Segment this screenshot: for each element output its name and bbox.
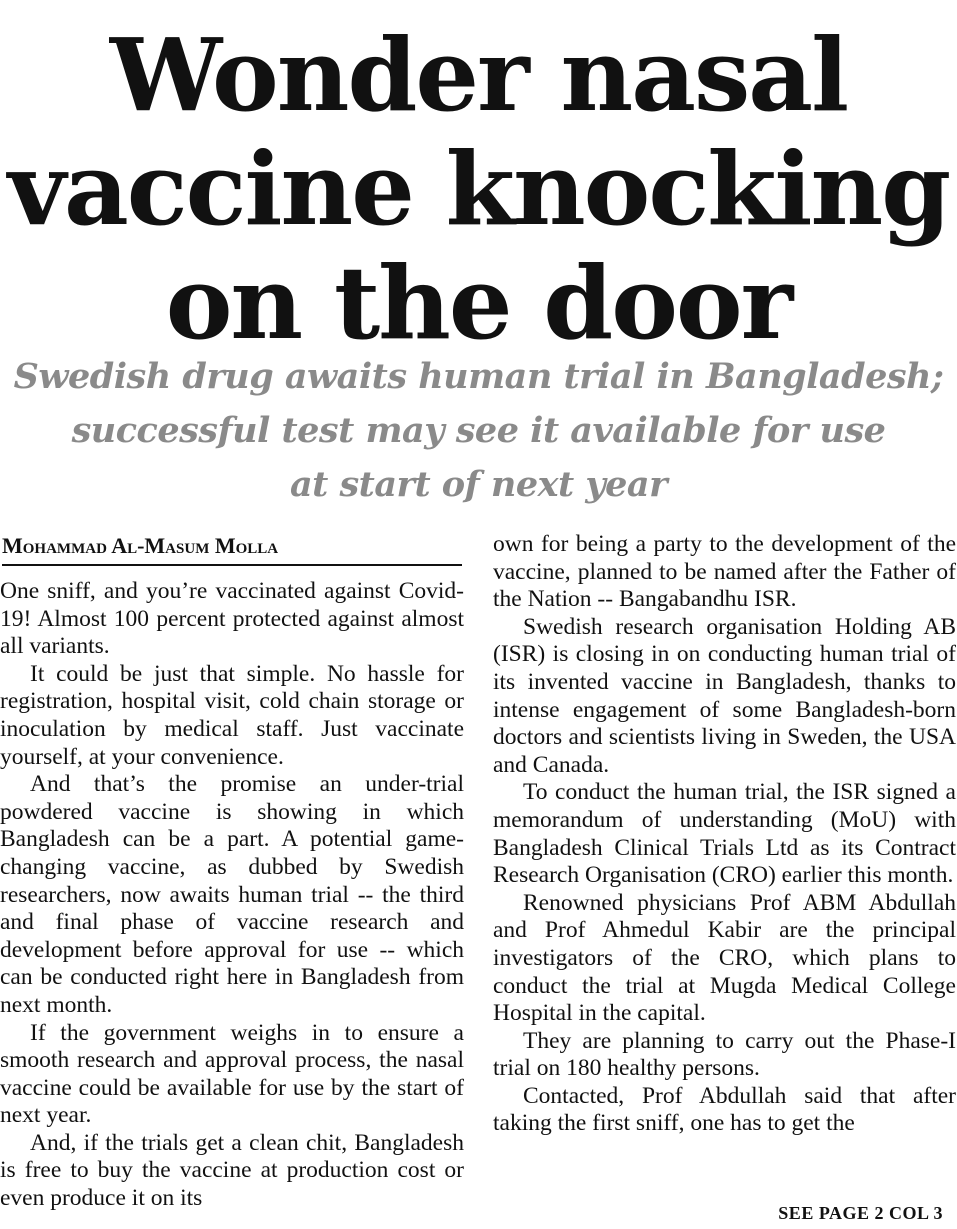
headline (0, 18, 957, 360)
paragraph: If the government weighs in to ensure a smooth research and approval process, the nasal vaccine could be available for use by the start of next year. (0, 1019, 464, 1129)
continuation-jump: SEE PAGE 2 COL 3 (778, 1203, 943, 1223)
paragraph: And that’s the promise an under-trial powdered vaccine is showing in which Bangladesh can be a part. A potential game-changing vaccine, as dubbed by Swedish researchers, now awaits human trial -- the third and final phase of vaccine research and development before approval for use -- which can be conducted right here in Bangladesh from next month. (0, 771, 464, 1018)
subheadline-line-2: successful test may see it available for use (71, 410, 886, 451)
paragraph: It could be just that simple. No hassle for registration, hospital visit, cold chain storage or inoculation by medical staff. Just vaccinate yourself, at your convenience. (0, 660, 464, 770)
article-column-right (493, 531, 956, 1138)
paragraph: And, if the trials get a clean chit, Bangladesh is free to buy the vaccine at production cost or even produce it on its (0, 1129, 464, 1212)
paragraph: Renowned physicians Prof ABM Abdullah and Prof Ahmedul Kabir are the principal investigators of the CRO, which plans to conduct the trial at Mugda Medical College Hospital in the capital. (493, 889, 956, 1027)
headline-line-1: Wonder nasal (109, 16, 848, 134)
byline: Mohammad Al-Masum Molla (2, 532, 462, 566)
subheadline-line-1: Swedish drug awaits human trial in Bangladesh; (13, 356, 944, 397)
headline-line-2: vaccine knocking (7, 130, 950, 248)
paragraph: Contacted, Prof Abdullah said that after taking the first sniff, one has to get the (493, 1082, 956, 1137)
paragraph: To conduct the human trial, the ISR signed a memorandum of understanding (MoU) with Bangladesh Clinical Trials Ltd as its Contract Research Organisation (CRO) earlier this month. (493, 779, 956, 889)
paragraph: One sniff, and you’re vaccinated against Covid-19! Almost 100 percent protected against almost all variants. (0, 578, 464, 660)
paragraph: Swedish research organisation Holding AB (ISR) is closing in on conducting human trial of its invented vaccine in Bangladesh, thanks to intense engagement of some Bangladesh-born doctors and scientists living in Sweden, the USA and Canada. (493, 613, 956, 778)
paragraph: own for being a party to the development of the vaccine, planned to be named after the Father of the Nation -- Bangabandhu ISR. (493, 531, 956, 613)
article-column-left (0, 578, 464, 1213)
headline-line-3: on the door (165, 244, 792, 362)
subheadline (0, 350, 957, 512)
subheadline-line-3: at start of next year (289, 464, 668, 505)
paragraph: They are planning to carry out the Phase-I trial on 180 healthy persons. (493, 1027, 956, 1082)
